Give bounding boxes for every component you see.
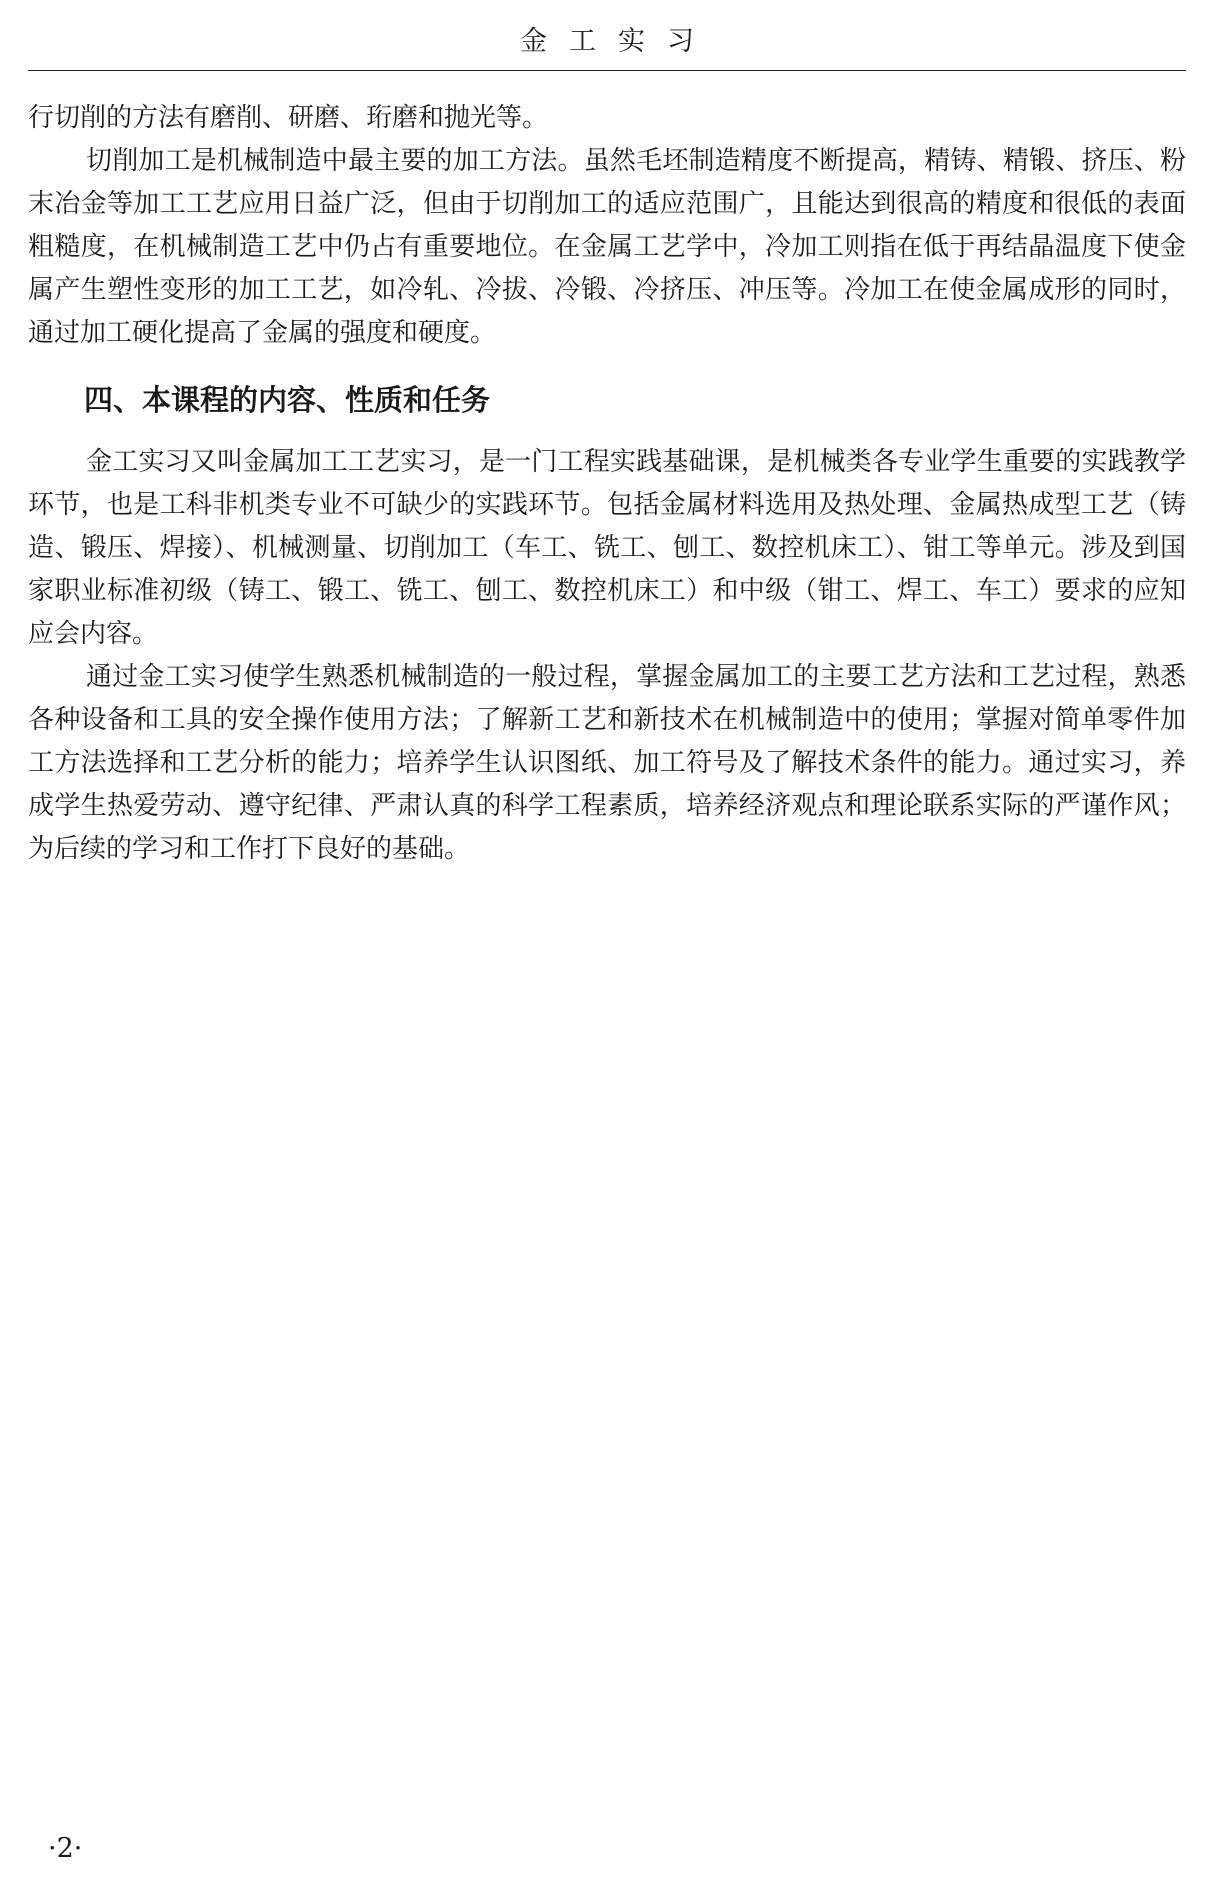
paragraph-course-tasks: 通过金工实习使学生熟悉机械制造的一般过程，掌握金属加工的主要工艺方法和工艺过程，熟悉各种设备和工具的安全操作使用方法；了解新工艺和新技术在机械制造中的使用；掌握对简单零件加工方法选择和工艺分析的能力；培养学生认识图纸、加工符号及了解技术条件的能力。通过实习，养成学生热爱劳动、遵守纪律、严肃认真的科学工程素质，培养经济观点和理论联系实际的严谨作风；为后续的学习和工作打下良好的基础。 xyxy=(28,662,1186,864)
body-text-top xyxy=(28,97,1186,355)
page-number: ·2· xyxy=(48,1833,83,1864)
header-rule xyxy=(28,70,1186,71)
paragraph-course-content: 金工实习又叫金属加工工艺实习，是一门工程实践基础课，是机械类各专业学生重要的实践教学环节，也是工科非机类专业不可缺少的实践环节。包括金属材料选用及热处理、金属热成型工艺（铸造、锻压、焊接）、机械测量、切削加工（车工、铣工、刨工、数控机床工）、钳工等单元。涉及到国家职业标准初级（铸工、锻工、铣工、刨工、数控机床工）和中级（钳工、焊工、车工）要求的应知应会内容。 xyxy=(28,447,1186,649)
body-text-bottom xyxy=(28,441,1186,871)
running-head: 金工实习 xyxy=(520,26,716,57)
paragraph-continuation: 行切削的方法有磨削、研磨、珩磨和抛光等。 xyxy=(28,103,549,133)
paragraph-cutting: 切削加工是机械制造中最主要的加工方法。虽然毛坯制造精度不断提高，精铸、精锻、挤压、粉末冶金等加工工艺应用日益广泛，但由于切削加工的适应范围广，且能达到很高的精度和很低的表面粗糙度，在机械制造工艺中仍占有重要地位。在金属工艺学中，冷加工则指在低于再结晶温度下使金属产生塑性变形的加工工艺，如冷轧、冷拔、冷锻、冷挤压、冲压等。冷加工在使金属成形的同时，通过加工硬化提高了金属的强度和硬度。 xyxy=(28,146,1186,348)
section-heading: 四、本课程的内容、性质和任务 xyxy=(84,383,491,417)
